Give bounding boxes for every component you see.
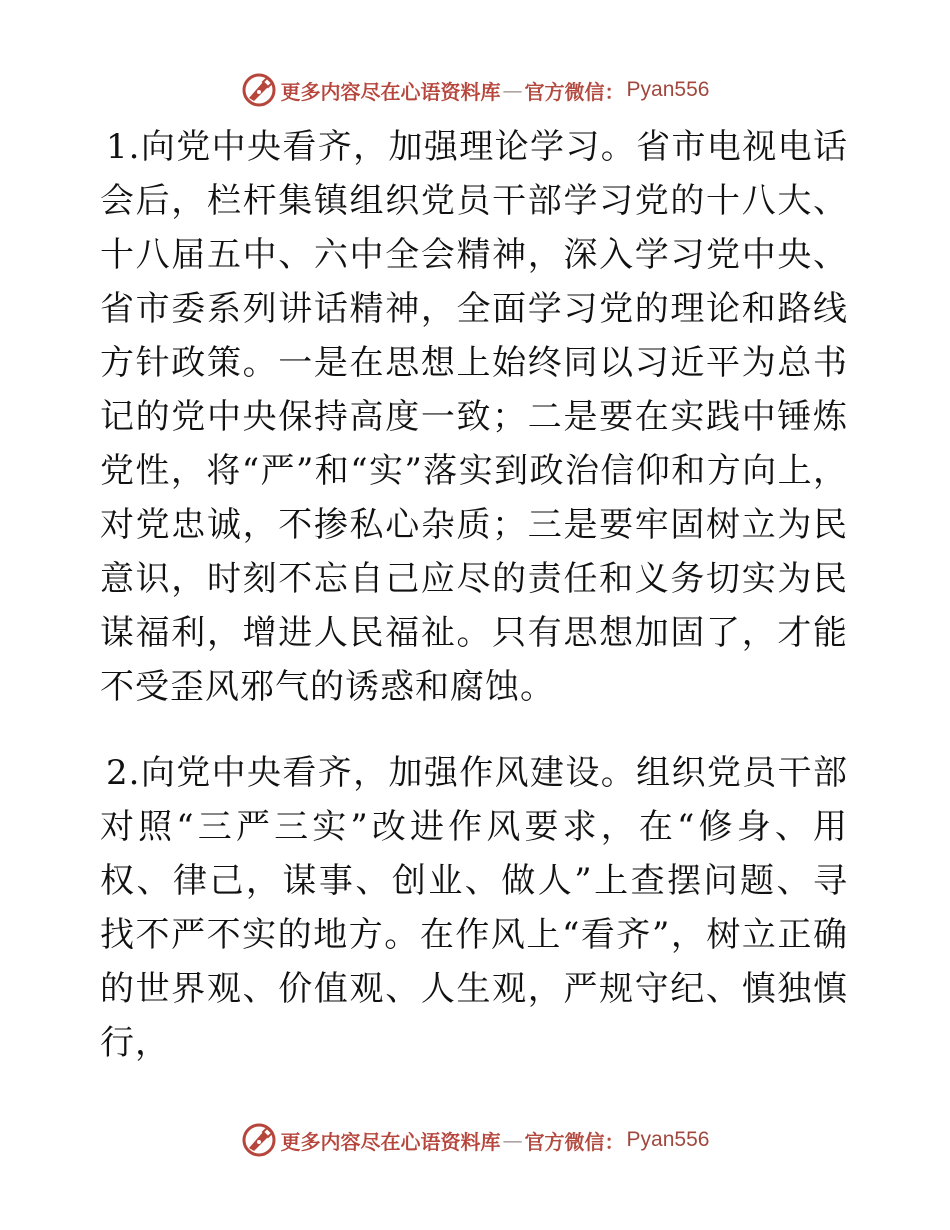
footer-banner	[0, 1120, 950, 1160]
pen-nib-logo-icon	[241, 1122, 277, 1158]
paragraph-2-text: 向党中央看齐，加强作风建设。组织党员干部对照“三严三实”改进作风要求，在“修身、用权、律己，谋事、创业、做人”上查摆问题、寻找不严不实的地方。在作风上“看齐”，树立正确的世界观、价值观、人生观，严规守纪、慎独慎行，	[100, 753, 848, 1063]
header-separator: —	[502, 78, 523, 102]
footer-slogan: 更多内容尽在心语资料库	[280, 1129, 501, 1154]
footer-wechat-id: Pyan556	[626, 1128, 710, 1151]
paragraph-2	[100, 746, 848, 1070]
paragraph-2-number: 2.	[106, 753, 141, 793]
header-wechat-id: Pyan556	[626, 78, 710, 101]
paragraph-1	[100, 120, 848, 714]
header-slogan: 更多内容尽在心语资料库	[280, 79, 501, 104]
paragraph-1-text: 向党中央看齐，加强理论学习。省市电视电话会后，栏杆集镇组织党员干部学习党的十八大、十八届五中、六中全会精神，深入学习党中央、省市委系列讲话精神，全面学习党的理论和路线方针政策。一是在思想上始终同以习近平为总书记的党中央保持高度一致；二是要在实践中锤炼党性，将“严”和“实”落实到政治信仰和方向上，对党忠诚，不掺私心杂质；三是要牢固树立为民意识，时刻不忘自己应尽的责任和义务切实为民谋福利，增进人民福祉。只有思想加固了，才能不受歪风邪气的诱惑和腐蚀。	[100, 127, 848, 707]
header-banner	[0, 70, 950, 110]
pen-nib-logo-icon	[241, 72, 277, 108]
paragraph-1-number: 1.	[106, 127, 141, 167]
footer-wechat-label: 官方微信：	[524, 1129, 625, 1154]
header-wechat-label: 官方微信：	[524, 79, 625, 104]
document-body	[100, 120, 848, 1070]
footer-separator: —	[502, 1128, 523, 1152]
